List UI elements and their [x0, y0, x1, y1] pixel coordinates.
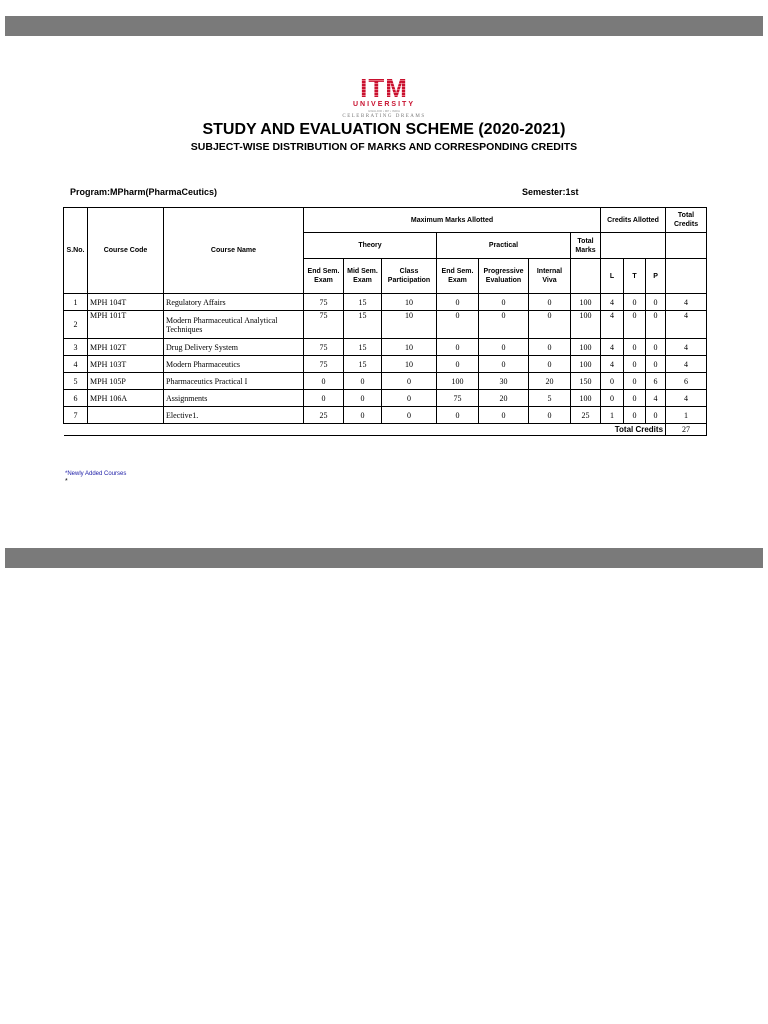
cell-t: 0 — [624, 294, 646, 311]
cell-course-code: MPH 101T — [88, 311, 164, 339]
cell-practical-end-sem: 0 — [437, 356, 479, 373]
cell-practical-end-sem: 0 — [437, 294, 479, 311]
cell-class-participation: 0 — [382, 407, 437, 424]
document-title: STUDY AND EVALUATION SCHEME (2020-2021) — [202, 121, 566, 138]
cell-progressive-evaluation: 30 — [479, 373, 529, 390]
cell-course-name: Drug Delivery System — [164, 339, 304, 356]
cell-total-marks: 100 — [571, 294, 601, 311]
cell-t: 0 — [624, 356, 646, 373]
cell-t: 0 — [624, 311, 646, 339]
header-l: L — [601, 259, 624, 294]
total-credits-value: 27 — [666, 424, 707, 436]
cell-course-code: MPH 105P — [88, 373, 164, 390]
cell-total-marks: 100 — [571, 356, 601, 373]
cell-sno: 2 — [64, 311, 88, 339]
logo-university-text: UNIVERSITY — [352, 101, 415, 108]
cell-internal-viva: 0 — [529, 311, 571, 339]
cell-total-marks: 100 — [571, 339, 601, 356]
cell-total-marks: 25 — [571, 407, 601, 424]
cell-practical-end-sem: 75 — [437, 390, 479, 407]
cell-course-name: Assignments — [164, 390, 304, 407]
cell-internal-viva: 0 — [529, 407, 571, 424]
cell-p: 0 — [646, 407, 666, 424]
cell-practical-end-sem: 100 — [437, 373, 479, 390]
header-total-marks: Total Marks — [571, 233, 601, 259]
header-max-marks: Maximum Marks Allotted — [304, 208, 601, 233]
cell-sno: 1 — [64, 294, 88, 311]
total-credits-label: Total Credits — [64, 424, 666, 436]
cell-credits: 1 — [666, 407, 707, 424]
cell-p: 6 — [646, 373, 666, 390]
header-total-credits-blank — [666, 233, 707, 259]
cell-t: 0 — [624, 407, 646, 424]
header-mid-sem-exam: Mid Sem. Exam — [344, 259, 382, 294]
header-sno: S.No. — [64, 208, 88, 294]
cell-l: 4 — [601, 356, 624, 373]
cell-l: 0 — [601, 390, 624, 407]
table-row — [64, 407, 707, 424]
cell-p: 0 — [646, 311, 666, 339]
cell-internal-viva: 0 — [529, 294, 571, 311]
logo-tagline: CELEBRATING DREAMS — [342, 114, 426, 119]
cell-progressive-evaluation: 0 — [479, 311, 529, 339]
cell-course-name: Pharmaceutics Practical I — [164, 373, 304, 390]
cell-mid-sem: 15 — [344, 356, 382, 373]
cell-credits: 4 — [666, 356, 707, 373]
cell-class-participation: 10 — [382, 294, 437, 311]
cell-sno: 4 — [64, 356, 88, 373]
cell-end-sem: 0 — [304, 390, 344, 407]
cell-total-marks: 150 — [571, 373, 601, 390]
cell-internal-viva: 0 — [529, 356, 571, 373]
university-logo — [340, 75, 428, 121]
cell-l: 4 — [601, 294, 624, 311]
cell-course-name: Modern Pharmaceutics — [164, 356, 304, 373]
cell-course-code — [88, 407, 164, 424]
table-row — [64, 390, 707, 407]
header-total-marks-blank — [571, 259, 601, 294]
cell-progressive-evaluation: 0 — [479, 356, 529, 373]
newly-added-footnote: *Newly Added Courses — [65, 471, 127, 477]
cell-mid-sem: 15 — [344, 311, 382, 339]
cell-credits: 4 — [666, 390, 707, 407]
cell-end-sem: 75 — [304, 294, 344, 311]
header-theory: Theory — [304, 233, 437, 259]
cell-end-sem: 75 — [304, 311, 344, 339]
evaluation-scheme-table — [63, 207, 707, 436]
cell-course-code: MPH 104T — [88, 294, 164, 311]
cell-t: 0 — [624, 373, 646, 390]
cell-end-sem: 75 — [304, 356, 344, 373]
cell-internal-viva: 20 — [529, 373, 571, 390]
cell-sno: 3 — [64, 339, 88, 356]
cell-sno: 5 — [64, 373, 88, 390]
bottom-toolbar-bar — [5, 548, 763, 568]
cell-practical-end-sem: 0 — [437, 311, 479, 339]
cell-mid-sem: 0 — [344, 407, 382, 424]
cell-total-marks: 100 — [571, 311, 601, 339]
cell-p: 0 — [646, 339, 666, 356]
table-row — [64, 311, 707, 339]
header-credits-allotted: Credits Allotted — [601, 208, 666, 233]
cell-p: 0 — [646, 356, 666, 373]
table-row — [64, 373, 707, 390]
table-row — [64, 356, 707, 373]
cell-l: 4 — [601, 311, 624, 339]
cell-internal-viva: 0 — [529, 339, 571, 356]
header-course-code: Course Code — [88, 208, 164, 294]
cell-progressive-evaluation: 0 — [479, 407, 529, 424]
cell-class-participation: 0 — [382, 373, 437, 390]
cell-p: 4 — [646, 390, 666, 407]
cell-t: 0 — [624, 390, 646, 407]
cell-course-name: Modern Pharmaceutical Analytical Techniques — [164, 311, 304, 339]
cell-end-sem: 75 — [304, 339, 344, 356]
header-internal-viva: Internal Viva — [529, 259, 571, 294]
cell-total-marks: 100 — [571, 390, 601, 407]
cell-credits: 4 — [666, 339, 707, 356]
cell-l: 4 — [601, 339, 624, 356]
header-end-sem-exam: End Sem. Exam — [304, 259, 344, 294]
cell-course-name: Regulatory Affairs — [164, 294, 304, 311]
table-row — [64, 339, 707, 356]
semester-label: Semester:1st — [522, 187, 579, 197]
table-row — [64, 294, 707, 311]
cell-p: 0 — [646, 294, 666, 311]
header-p: P — [646, 259, 666, 294]
header-t: T — [624, 259, 646, 294]
header-practical-end-sem-exam: End Sem. Exam — [437, 259, 479, 294]
header-progressive-evaluation: Progressive Evaluation — [479, 259, 529, 294]
cell-l: 0 — [601, 373, 624, 390]
header-practical: Practical — [437, 233, 571, 259]
cell-sno: 7 — [64, 407, 88, 424]
cell-class-participation: 10 — [382, 356, 437, 373]
cell-end-sem: 25 — [304, 407, 344, 424]
cell-course-code: MPH 102T — [88, 339, 164, 356]
header-class-participation: Class Participation — [382, 259, 437, 294]
cell-mid-sem: 15 — [344, 339, 382, 356]
header-credits-blank — [601, 233, 666, 259]
cell-mid-sem: 0 — [344, 390, 382, 407]
cell-t: 0 — [624, 339, 646, 356]
cell-class-participation: 10 — [382, 311, 437, 339]
cell-end-sem: 0 — [304, 373, 344, 390]
cell-class-participation: 0 — [382, 390, 437, 407]
cell-credits: 4 — [666, 294, 707, 311]
total-credits-row — [64, 424, 707, 436]
cell-progressive-evaluation: 0 — [479, 294, 529, 311]
header-credits-col-blank — [666, 259, 707, 294]
cell-l: 1 — [601, 407, 624, 424]
header-total-credits: Total Credits — [666, 208, 707, 233]
cell-sno: 6 — [64, 390, 88, 407]
header-course-name: Course Name — [164, 208, 304, 294]
cell-class-participation: 10 — [382, 339, 437, 356]
cell-course-code: MPH 103T — [88, 356, 164, 373]
elective-link[interactable]: Elective1. — [164, 407, 304, 424]
logo-location-text: GWALIOR • MP • INDIA — [368, 109, 400, 113]
cell-practical-end-sem: 0 — [437, 339, 479, 356]
cell-mid-sem: 15 — [344, 294, 382, 311]
logo-wordmark: ITM — [340, 75, 428, 101]
cell-credits: 4 — [666, 311, 707, 339]
top-toolbar-bar — [5, 16, 763, 36]
footnote-asterisk: * — [65, 478, 68, 485]
cell-course-code: MPH 106A — [88, 390, 164, 407]
program-label: Program:MPharm(PharmaCeutics) — [70, 187, 218, 197]
cell-credits: 6 — [666, 373, 707, 390]
cell-internal-viva: 5 — [529, 390, 571, 407]
document-subtitle: SUBJECT-WISE DISTRIBUTION OF MARKS AND CORRESPONDING CREDITS — [190, 141, 578, 153]
cell-mid-sem: 0 — [344, 373, 382, 390]
cell-progressive-evaluation: 20 — [479, 390, 529, 407]
cell-practical-end-sem: 0 — [437, 407, 479, 424]
cell-progressive-evaluation: 0 — [479, 339, 529, 356]
